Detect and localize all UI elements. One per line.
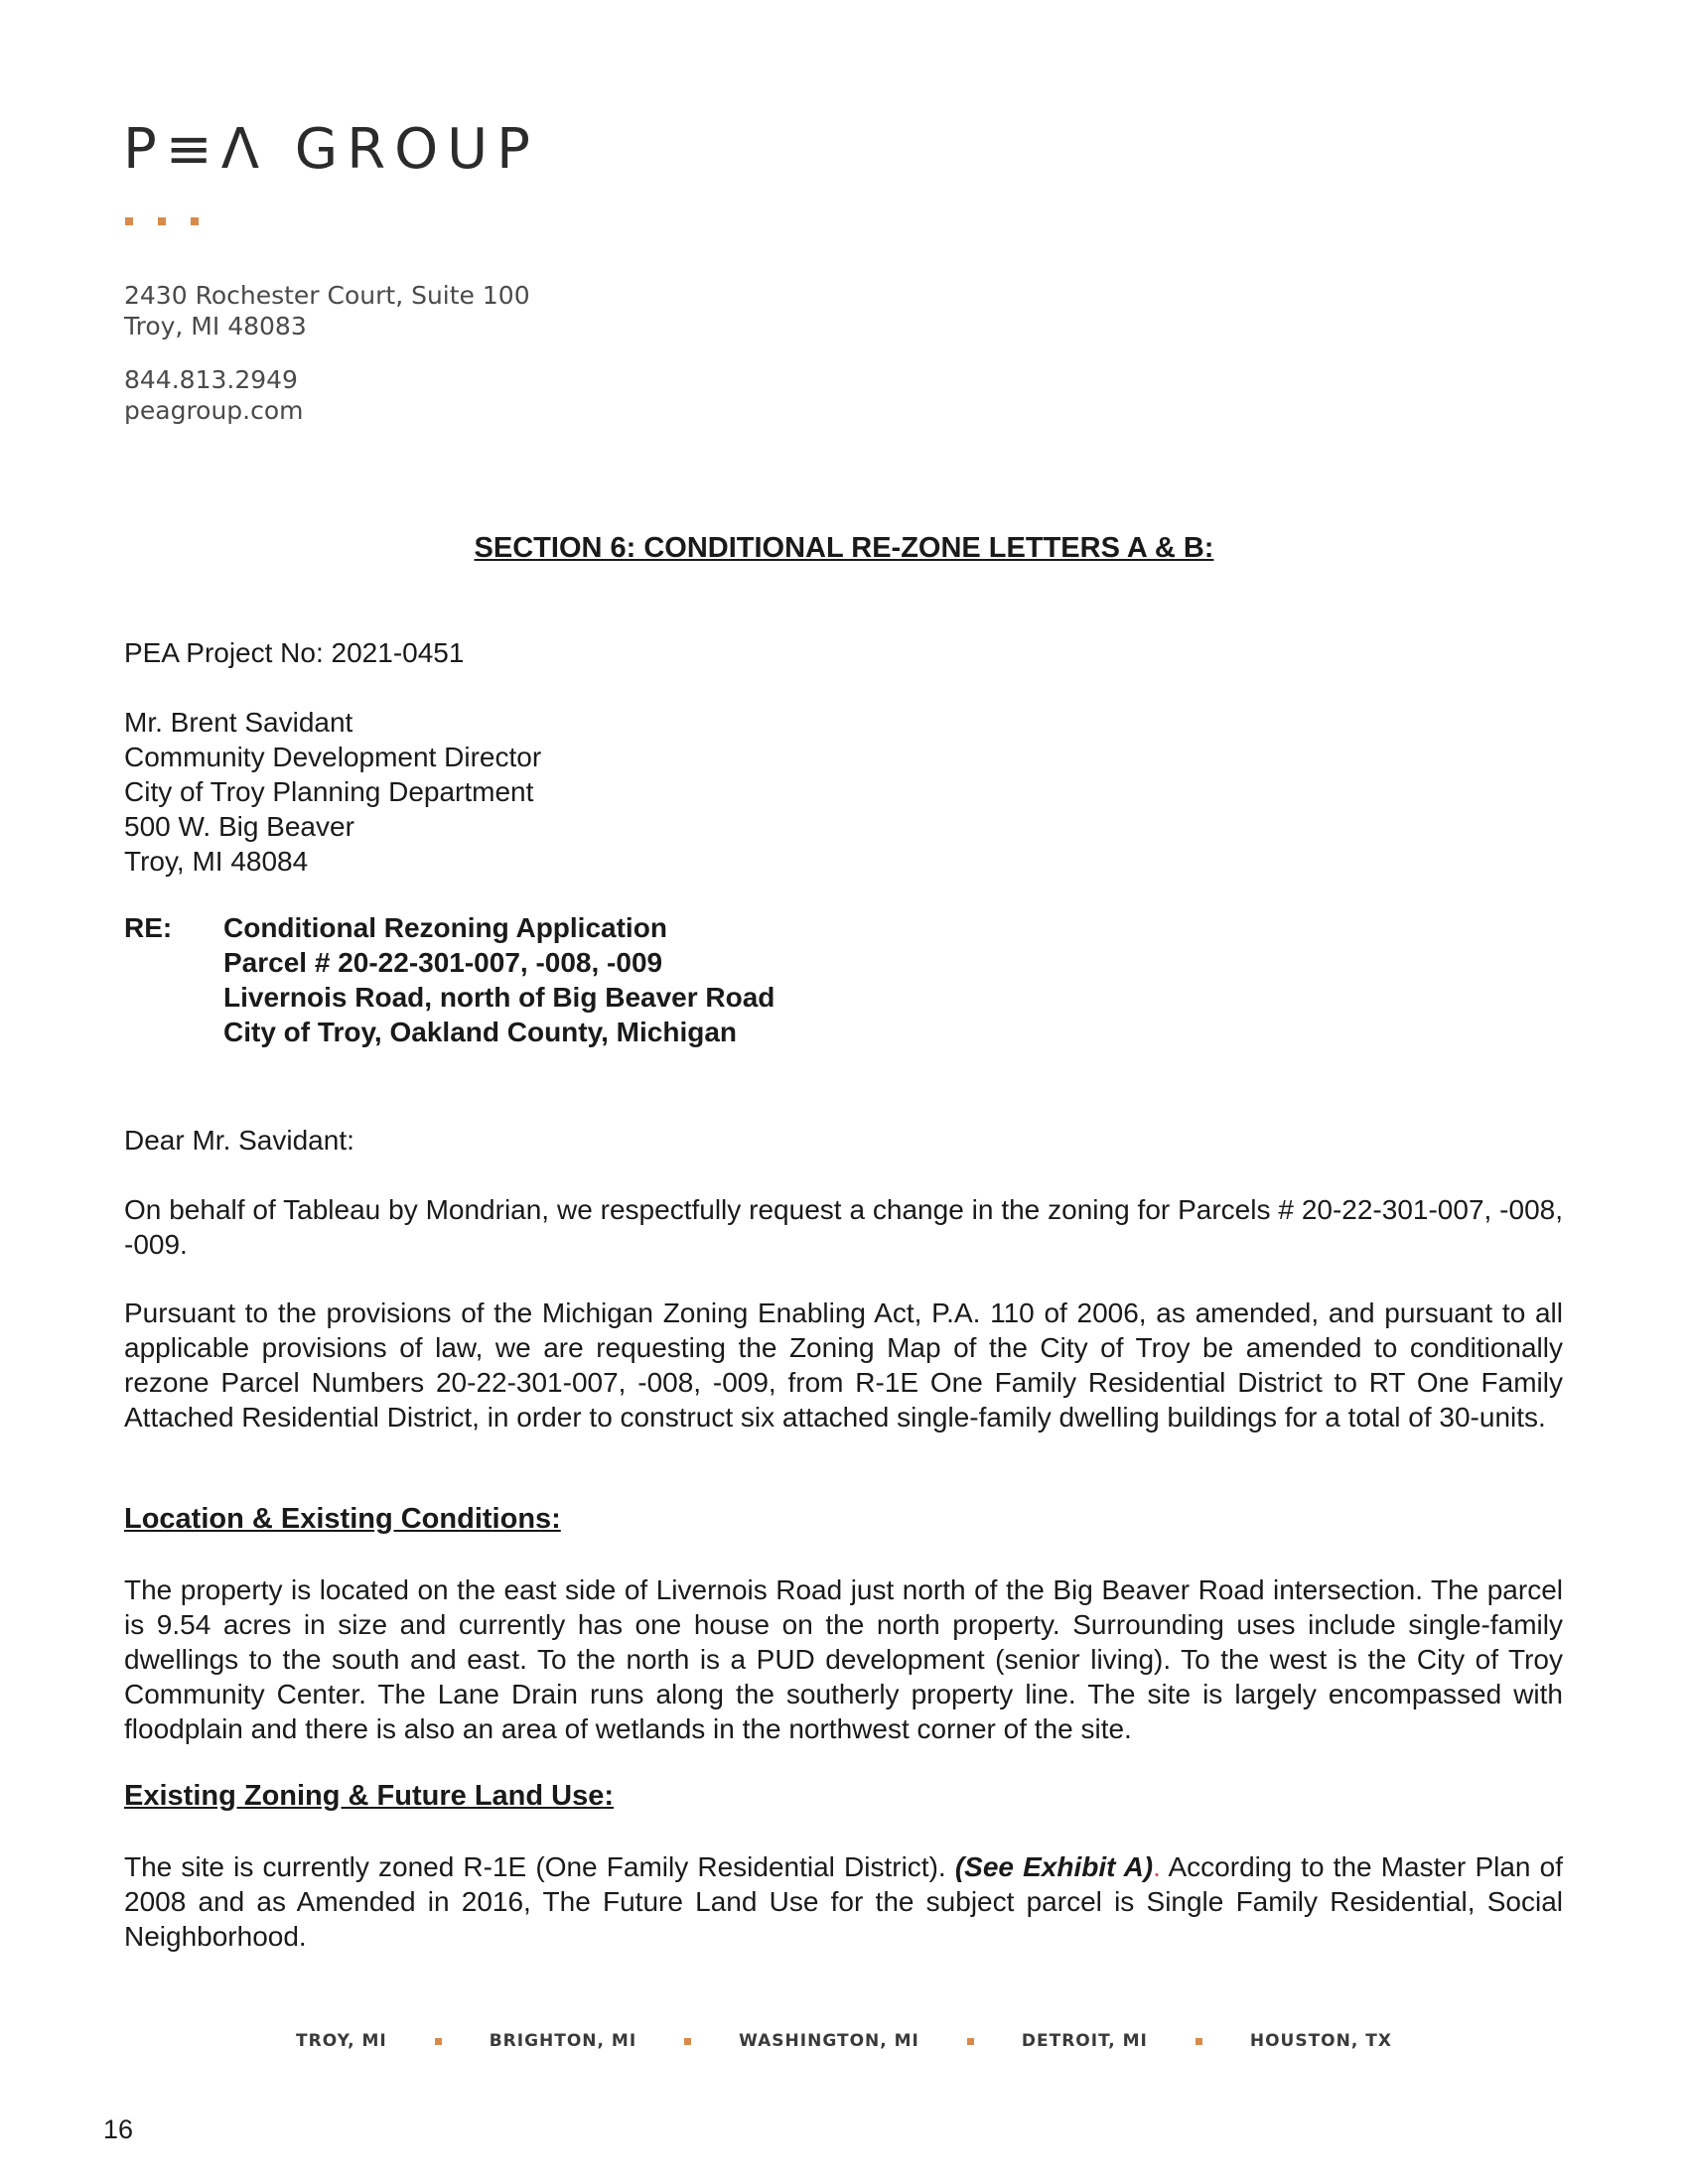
- address-line-1: 2430 Rochester Court, Suite 100: [124, 281, 530, 310]
- recipient-street: 500 W. Big Beaver: [124, 811, 354, 842]
- company-contact: [124, 364, 304, 426]
- page-number: 16: [103, 2115, 134, 2144]
- recipient-city: Troy, MI 48084: [124, 846, 309, 877]
- exhibit-reference: (See Exhibit A): [954, 1851, 1154, 1882]
- footer-location: BRIGHTON, MI: [489, 2031, 637, 2051]
- address-line-2: Troy, MI 48083: [124, 312, 307, 341]
- accent-dot-icon: [191, 217, 199, 225]
- heading-zoning: Existing Zoning & Future Land Use:: [124, 1780, 614, 1812]
- company-website: peagroup.com: [124, 396, 304, 425]
- re-line: Conditional Rezoning Application: [223, 912, 667, 943]
- logo-accent-dots: [125, 217, 199, 225]
- body-paragraph-location: The property is located on the east side of Livernois Road just north of the Big Beaver Road intersection. The parcel is 9.54 acres in size and currently has one house on the north property. Surrounding uses include single-family dwellings to the south and east. To the north is a PUD development (senior living). To the west is the City of Troy Community Center. The Lane Drain runs along the southerly property line. The site is largely encompassed with floodplain and there is also an area of wetlands in the northwest corner of the site.: [124, 1574, 1563, 1744]
- re-line: Livernois Road, north of Big Beaver Road: [223, 982, 775, 1013]
- zoning-text-start: The site is currently zoned R-1E (One Family Residential District).: [124, 1851, 955, 1882]
- recipient-title: Community Development Director: [124, 742, 542, 772]
- footer-location: DETROIT, MI: [1021, 2031, 1148, 2051]
- separator-square-icon: [435, 2038, 442, 2045]
- company-phone: 844.813.2949: [124, 365, 298, 394]
- accent-dot-icon: [125, 217, 133, 225]
- project-number: PEA Project No: 2021-0451: [124, 637, 465, 668]
- re-label: RE:: [124, 912, 173, 943]
- recipient-department: City of Troy Planning Department: [124, 776, 534, 807]
- company-logo: P≡Λ GROUP: [123, 117, 539, 182]
- recipient-address: [124, 705, 541, 879]
- separator-square-icon: [967, 2038, 974, 2045]
- re-line: City of Troy, Oakland County, Michigan: [223, 1017, 738, 1047]
- footer-location: WASHINGTON, MI: [739, 2031, 919, 2051]
- body-paragraph-request: On behalf of Tableau by Mondrian, we respectfully request a change in the zoning for Parcels # 20-22-301-007, -008, -009.: [124, 1194, 1563, 1260]
- exhibit-period: .: [1153, 1851, 1161, 1882]
- re-subject: [223, 910, 774, 1049]
- company-address: [124, 280, 530, 341]
- heading-location: Location & Existing Conditions:: [124, 1503, 561, 1535]
- recipient-name: Mr. Brent Savidant: [124, 707, 353, 738]
- salutation: Dear Mr. Savidant:: [124, 1125, 354, 1156]
- footer-location: HOUSTON, TX: [1249, 2031, 1392, 2051]
- body-paragraph-zoning: [124, 1849, 1563, 1954]
- separator-square-icon: [684, 2038, 691, 2045]
- body-paragraph-pursuant: Pursuant to the provisions of the Michigan Zoning Enabling Act, P.A. 110 of 2006, as amended, and pursuant to all applicable provisions of law, we are requesting the Zoning Map of the City of Troy be amended to conditionally rezone Parcel Numbers 20-22-301-007, -008, -009, from R-1E One Family Residential District to RT One Family Attached Residential District, in order to construct six attached single-family dwelling buildings for a total of 30-units.: [124, 1297, 1563, 1433]
- footer-location: TROY, MI: [296, 2031, 387, 2051]
- separator-square-icon: [1196, 2038, 1202, 2045]
- office-locations-footer: [0, 2031, 1688, 2051]
- section-title: SECTION 6: CONDITIONAL RE-ZONE LETTERS A & B:: [474, 532, 1214, 564]
- accent-dot-icon: [158, 217, 166, 225]
- zoning-text-end: According to the Master Plan of 2008 and as Amended in 2016, The Future Land Use for the subject parcel is Single Family Residential, Social Neighborhood.: [124, 1851, 1563, 1952]
- re-line: Parcel # 20-22-301-007, -008, -009: [223, 947, 663, 978]
